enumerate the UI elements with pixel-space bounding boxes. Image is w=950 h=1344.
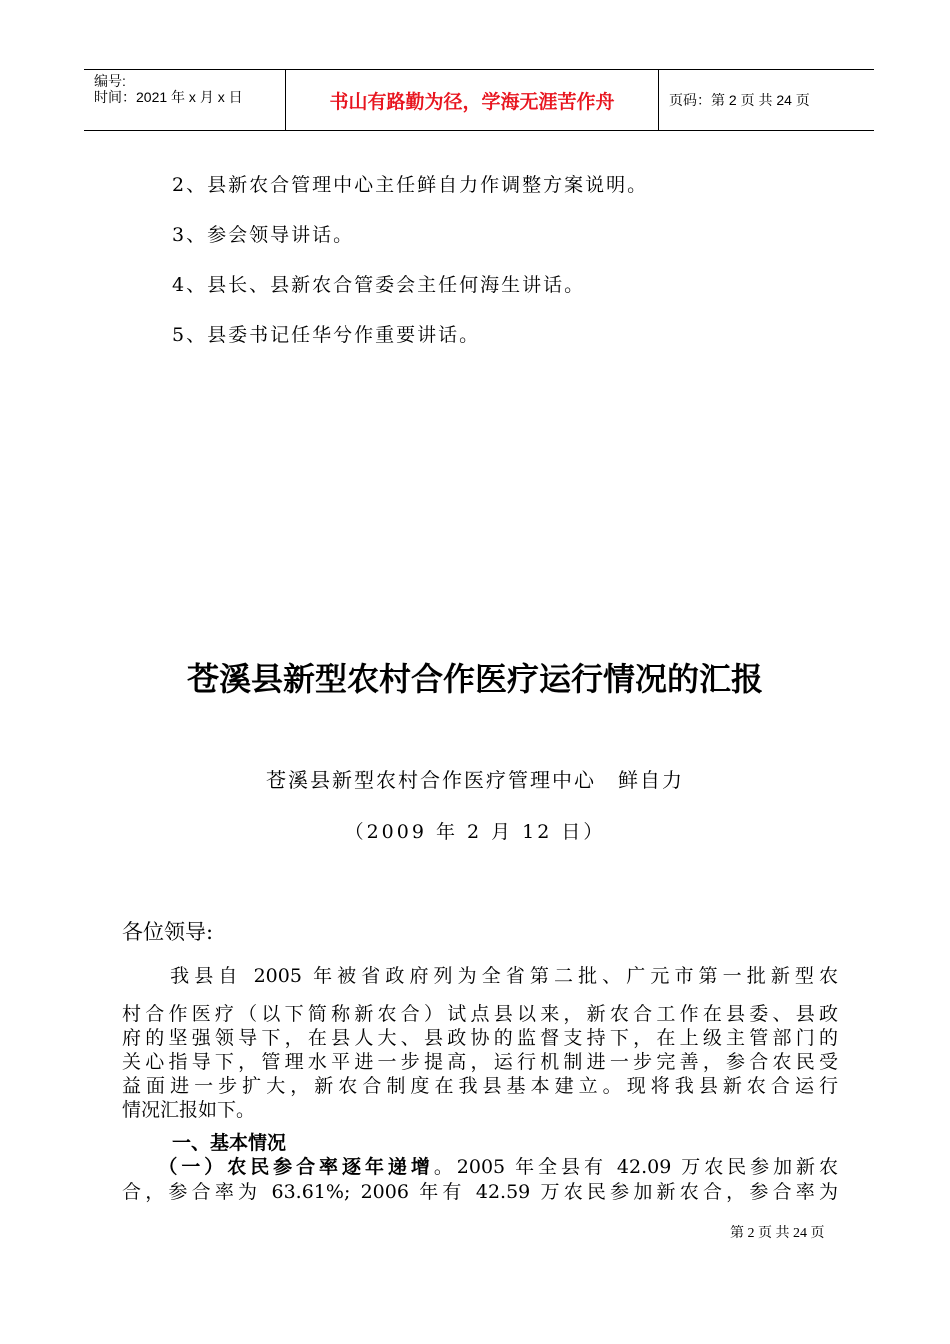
header-page-info: 页码：第 2 页 共 24 页 (669, 92, 810, 108)
agenda-item: 2、县新农合管理中心主任鲜自力作调整方案说明。 (172, 174, 649, 196)
agenda-item: 3、参会领导讲话。 (172, 224, 355, 246)
section-heading: 一、基本情况 (172, 1132, 287, 1154)
report-date: （2009 年 2 月 12 日） (344, 821, 606, 843)
paragraph-line: 关心指导下，管理水平进一步提高，运行机制进一步完善，参合农民受 (122, 1051, 838, 1073)
intro-paragraph (122, 964, 838, 1122)
report-author: 苍溪县新型农村合作医疗管理中心 鲜自力 (266, 768, 684, 792)
header-divider (658, 70, 659, 130)
document-date-label: 时间：2021 年 x 月 x 日 (94, 89, 243, 105)
paragraph-line: 村合作医疗（以下简称新农合）试点县以来，新农合工作在县委、县政 (122, 1003, 838, 1025)
paragraph-line: 府的坚强领导下，在县人大、县政协的监督支持下，在上级主管部门的 (122, 1027, 838, 1049)
header-meta (84, 70, 284, 130)
report-title: 苍溪县新型农村合作医疗运行情况的汇报 (186, 660, 763, 698)
section-paragraph (122, 1155, 838, 1205)
page-footer: 第 2 页 共 24 页 (730, 1226, 825, 1241)
header-motto: 书山有路勤为径，学海无涯苦作舟 (329, 90, 615, 113)
paragraph-line (122, 1155, 838, 1180)
paragraph-line: 益面进一步扩大，新农合制度在我县基本建立。现将我县新农合运行 (122, 1075, 838, 1097)
page-header (84, 69, 874, 131)
paragraph-line: 情况汇报如下。 (122, 1099, 256, 1121)
agenda-item: 5、县委书记任华兮作重要讲话。 (172, 324, 481, 346)
salutation: 各位领导: (122, 920, 214, 944)
paragraph-text: 。2005 年全县有 42.09 万农民参加新农 (433, 1156, 838, 1178)
paragraph-line: 合，参合率为 63.61%; 2006 年有 42.59 万农民参加新农合，参合率为 (122, 1181, 838, 1203)
agenda-item: 4、县长、县新农合管委会主任何海生讲话。 (172, 274, 586, 296)
paragraph-line: 我县自 2005 年被省政府列为全省第二批、广元市第一批新型农 (122, 965, 838, 987)
bold-lead: （一）农民参合率逐年递增 (167, 1156, 434, 1178)
document-number-label: 编号: (94, 73, 126, 89)
